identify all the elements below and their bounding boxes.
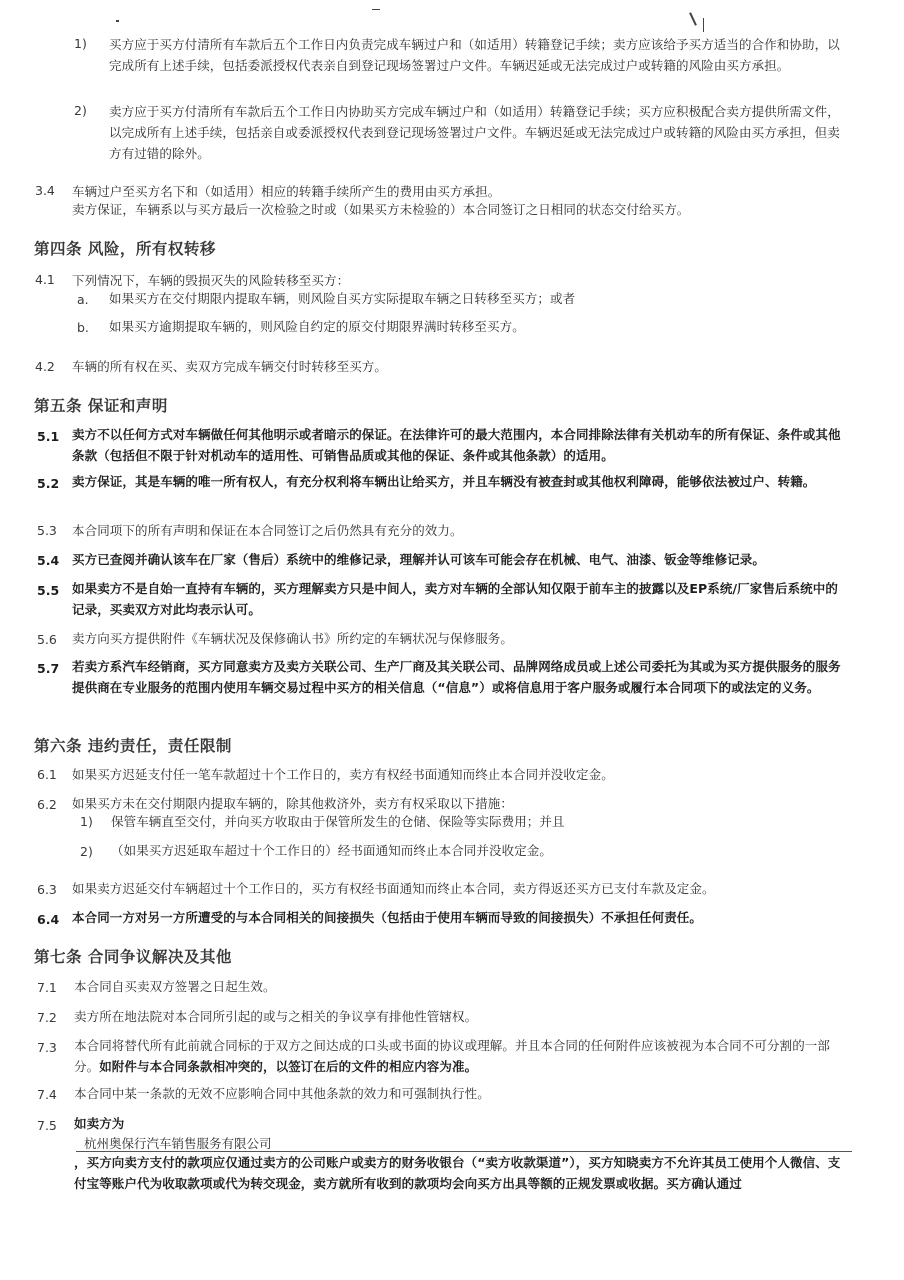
clause-text: 如果买方未在交付期限内提取车辆的，除其他救济外，卖方有权采取以下措施： <box>72 796 514 811</box>
clause-text: （如果买方迟延取车超过十个工作日的）经书面通知而终止本合同并没收定金。 <box>111 843 553 858</box>
clause-number: 5.3 <box>37 523 57 538</box>
clause-number: 5.1 <box>37 429 60 444</box>
clause-number: 7.3 <box>37 1040 57 1055</box>
clause-number: b. <box>77 320 89 335</box>
clause-text: 卖方向买方提供附件《车辆状况及保修确认书》所约定的车辆状况与保修服务。 <box>72 631 514 646</box>
clause-number: 5.2 <box>37 476 60 491</box>
clause-text: 本合同一方对另一方所遭受的与本合同相关的间接损失（包括由于使用车辆而导致的间接损失）不承担任何责任。 <box>72 910 703 925</box>
clause-number: 6.1 <box>37 767 57 782</box>
clause-number: 4.2 <box>35 359 55 374</box>
clause-number: 1) <box>80 814 93 829</box>
clause-text: 卖方所在地法院对本合同所引起的或与之相关的争议享有排他性管辖权。 <box>74 1009 478 1024</box>
section-heading: 第七条 合同争议解决及其他 <box>34 948 232 966</box>
clause-text <box>74 1035 852 1077</box>
clause-text-regular: 本合同将替代所有此前就合同标的于双方之间达成的口头或书面的协议或理解。并且本合同的任何附件应该被视为本合同不可分割的一部分。 <box>74 1038 831 1074</box>
scan-mark <box>689 12 697 26</box>
clause-number: 5.4 <box>37 553 60 568</box>
scan-mark <box>372 9 380 10</box>
clause-text: 卖方保证，车辆系以与买方最后一次检验之时或（如果买方未检验的）本合同签订之日相同的状态交付给买方。 <box>72 202 690 217</box>
clause-text: 本合同自买卖双方签署之日起生效。 <box>74 979 276 994</box>
clause-number: 5.6 <box>37 632 57 647</box>
clause-number: 1) <box>74 36 87 51</box>
clause-text: 本合同中某一条款的无效不应影响合同中其他条款的效力和可强制执行性。 <box>74 1086 490 1101</box>
clause-number: 5.7 <box>37 661 60 676</box>
clause-text: 卖方不以任何方式对车辆做任何其他明示或者暗示的保证。在法律许可的最大范围内，本合同排除法律有关机动车的所有保证、条件或其他条款（包括但不限于针对机动车的适用性、可销售品质或其他的保证、条件或其他条款）的适用。 <box>72 427 841 463</box>
clause-number: a. <box>77 292 89 307</box>
clause-text-bold: 如附件与本合同条款相冲突的，以签订在后的文件的相应内容为准。 <box>99 1059 478 1074</box>
clause-number: 7.5 <box>37 1118 57 1133</box>
clause-text: 若卖方系汽车经销商，买方同意卖方及卖方关联公司、生产厂商及其关联公司、品牌网络成员或上述公司委托为其或为买方提供服务的服务提供商在专业服务的范围内使用车辆交易过程中买方的相关信息（“信息”）或将信息用于客户服务或履行本合同项下的或法定的义务。 <box>72 659 841 695</box>
clause-text: 买方已查阅并确认该车在厂家（售后）系统中的维修记录，理解并认可该车可能会存在机械、电气、油漆、钣金等维修记录。 <box>72 552 766 567</box>
seller-label: 如卖方为 <box>74 1116 125 1131</box>
clause-text: 如果买方在交付期限内提取车辆，则风险自买方实际提取车辆之日转移至买方；或者 <box>109 291 576 306</box>
scan-mark <box>116 20 119 22</box>
clause-text: 车辆过户至买方名下和（如适用）相应的转籍手续所产生的费用由买方承担。 <box>72 184 501 199</box>
clause-text: 买方应于买方付清所有车款后五个工作日内负责完成车辆过户和（如适用）转籍登记手续；卖方应该给予买方适当的合作和协助，以完成所有上述手续，包括委派授权代表亲自到登记现场签署过户文件。车辆迟延或无法完成过户或转籍的风险由买方承担。 <box>109 37 840 73</box>
clause-number: 7.2 <box>37 1010 57 1025</box>
clause-text: 保管车辆直至交付，并向买方收取由于保管所发生的仓储、保险等实际费用；并且 <box>111 814 565 829</box>
section-heading: 第五条 保证和声明 <box>34 397 168 415</box>
clause-number: 4.1 <box>35 272 55 287</box>
clause-number: 5.5 <box>37 583 60 598</box>
clause-text: 车辆的所有权在买、卖双方完成车辆交付时转移至买方。 <box>72 359 388 374</box>
clause-text: 如果卖方迟延交付车辆超过十个工作日的，买方有权经书面通知而终止本合同，卖方得返还买方已支付车款及定金。 <box>72 881 715 896</box>
clause-number: 6.4 <box>37 912 60 927</box>
clause-text: 如果买方逾期提取车辆的，则风险自约定的原交付期限界满时转移至买方。 <box>109 319 525 334</box>
seller-company-name: 杭州奥保行汽车销售服务有限公司 <box>84 1136 272 1151</box>
clause-text: ，买方向卖方支付的款项应仅通过卖方的公司账户或卖方的财务收银台（“卖方收款渠道”），买方知晓卖方不允许其员工使用个人微信、支付宝等账户代为收取款项或代为转交现金，卖方就所有收到的款项均会向买方出具等额的正规发票或收据。买方确认通过 <box>74 1155 841 1191</box>
clause-text: 卖方保证，其是车辆的唯一所有权人，有充分权利将车辆出让给买方，并且车辆没有被查封或其他权利障碍，能够依法被过户、转籍。 <box>72 474 816 489</box>
scan-mark <box>703 18 704 32</box>
clause-number: 2) <box>74 103 87 118</box>
clause-text: 下列情况下，车辆的毁损灭失的风险转移至买方： <box>72 273 350 288</box>
section-heading: 第六条 违约责任，责任限制 <box>34 737 232 755</box>
clause-number: 7.4 <box>37 1087 57 1102</box>
clause-number: 6.2 <box>37 797 57 812</box>
clause-text: 本合同项下的所有声明和保证在本合同签订之后仍然具有充分的效力。 <box>72 523 463 538</box>
clause-number: 2) <box>80 844 93 859</box>
clause-number: 7.1 <box>37 980 57 995</box>
clause-text: 如果买方迟延支付任一笔车款超过十个工作日的，卖方有权经书面通知而终止本合同并没收定金。 <box>72 767 614 782</box>
clause-text: 如果卖方不是自始一直持有车辆的，买方理解卖方只是中间人，卖方对车辆的全部认知仅限于前车主的披露以及EP系统/厂家售后系统中的记录，买卖双方对此均表示认可。 <box>72 581 838 617</box>
clause-number: 3.4 <box>35 183 55 198</box>
section-heading: 第四条 风险，所有权转移 <box>34 240 216 258</box>
clause-number: 6.3 <box>37 882 57 897</box>
clause-text: 卖方应于买方付清所有车款后五个工作日内协助买方完成车辆过户和（如适用）转籍登记手续；买方应积极配合卖方提供所需文件，以完成所有上述手续，包括亲自或委派授权代表到登记现场签署过户文件。车辆迟延或无法完成过户或转籍的风险由买方承担，但卖方有过错的除外。 <box>109 104 840 161</box>
